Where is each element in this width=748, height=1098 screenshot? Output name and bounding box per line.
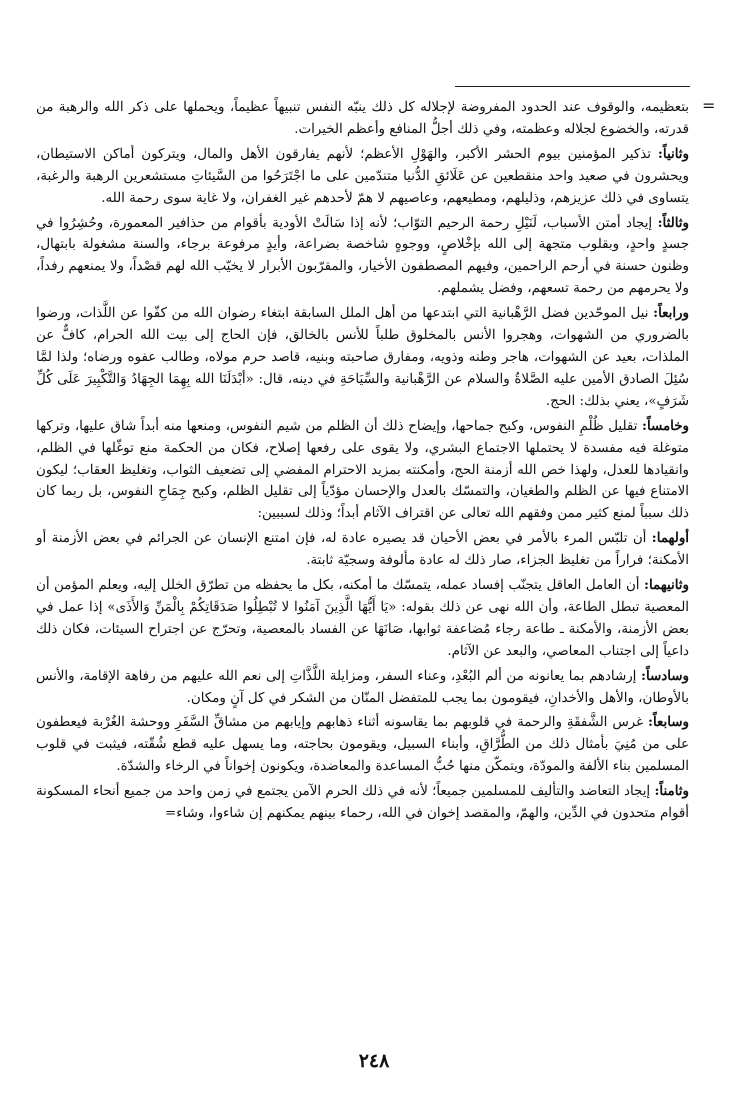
continuation-mark: =	[702, 96, 716, 115]
paragraph-label: ورابعاً:	[653, 305, 689, 322]
paragraph-2	[36, 144, 689, 210]
paragraph-label: وثانيهما:	[644, 577, 689, 594]
paragraph-label: أولهما:	[651, 530, 690, 547]
paragraph-5	[36, 416, 689, 526]
footnote-separator	[455, 86, 690, 87]
paragraph-label: وثانياً:	[657, 145, 689, 162]
paragraph-label: وثالثاً:	[657, 214, 689, 231]
paragraph-6	[36, 528, 689, 572]
paragraph-text: إرشادهم بما يعانونه من ألم البُعْدِ، وعناء السفر، ومزايلة اللَّذَّاتِ إلى نعم الله عليهم من رفاهة الإقامة، والأنس بالأوطان، والأهل والأخدانِ، فيقومون بما يجب للمتفضل المنّان من الشكر في كل آنٍ ومكان.	[36, 668, 689, 706]
paragraph-8	[36, 666, 689, 710]
paragraph-text: تذكير المؤمنين بيوم الحشر الأكبر، والهَوْلِ الأعظم؛ لأنهم يفارقون الأهل والمال، ويتركون أماكن الاستيطان، ويحشرون في صعيد واحد منقطعين عن عَلَائقِ الدُّنيا متندّمين على ما اجْتَرَحُوا من السَّيئاتِ مستشعرين الرهبة والرغبة، يتساوى في ذلك عزيزهم، وذليلهم، ومطيعهم، وعاصيهم لا همّ لأحدهم غير الغفران، ولا غاية سوى رحمة الله.	[36, 146, 689, 206]
paragraph-text: تقليل ظُلْمِ النفوس، وكبح جماحها، وإيضاح ذلك أن الظلم من شيم النفوس، ومنعها منه أبداً شاق عليها، وتركها متوغلة فيه مفسدة لا يحتملها الاجتماع البشري، ولا يقوى على رفعها إصلاح، فكان من الحكمة منع توغّلها في الظلم، وانقيادها للعدل، ولهذا خص الله أزمنة الحج، وأمكنته بمزيد الاحترام المفضي إلى تضعيف الثواب، وتغليظ العقاب؛ ليكون الامتناع فيها عن الظلم والطغيان، والتمسّك بالعدل والإحسان مؤدّياً إلى تقليل الظلم، وكبح جِمَاحِ النفوس، بل ربما كان ذلك سبباً لمنع كثير ممن وفقهم الله تعالى عن اقتراف الآثام أبداً؛ وذلك لسببين:	[36, 418, 689, 522]
paragraph-9	[36, 712, 689, 778]
paragraph-4	[36, 303, 689, 413]
paragraph-text: بتعظيمه، والوقوف عند الحدود المفروضة لإجلاله كل ذلك ينبّه النفس تنبيهاً عظيماً، ويحملها على ذكر الله والرهبة من قدرته، والخضوع لجلاله وعظمته، وفي ذلك أجلُّ المنافع وأعظم الخيرات.	[36, 100, 689, 137]
paragraph-3	[36, 213, 689, 301]
footnote-body	[36, 97, 689, 828]
paragraph-text: إيجاد التعاضد والتأليف للمسلمين جميعاً؛ لأنه في ذلك الحرم الآمن يجتمع في زمن واحد من جميع أنحاء المسكونة أقوام متحدون في الدِّين، والهمّ، والمقصد إخوان في الله، رحماء بينهم يمكنهم إن شاءوا، وشاء=	[36, 784, 689, 822]
paragraph-label: وسابعاً:	[648, 714, 689, 731]
paragraph-label: وثامناً:	[654, 783, 689, 800]
paragraph-label: وسادساً:	[641, 667, 689, 684]
page-number: ٢٤٨	[358, 1050, 390, 1072]
paragraph-text: نيل الموحّدين فضل الرَّهْبانية التي ابتدعها من أهل الملل السابقة ابتغاء رضوان الله من كفّوا عن اللَّذات، ورضوا بالضروري من الشهوات، وهجروا الأنس بالمخلوق طلباً للأنس بالخالق، فإن الحاج إلى بيت الله الحرام، كافٌّ عن الملذات، بعيد عن الشهوات، هاجر وطنه وذويه، ومفارق صاحبته وبنيه، قاصد حرم مولاه، وطالب عفوه ورضاه؛ ولذا لمَّا سُئِلَ الصادق الأمين عليه الصَّلاةُ والسلام عن الرَّهْبانية والسِّيَاحَةِ في دينه، قال: «أبْدَلَنَا الله بِهِمَا الجِهَادُ وَالتَّكْبِيرَ عَلَى كُلِّ شَرَفٍ»، يعني بذلك: الحج.	[36, 306, 689, 409]
paragraph-label: وخامساً:	[642, 417, 689, 434]
paragraph-text: إيجاد أمتن الأسباب، لَنَيْلِ رحمة الرحيم التوّاب؛ لأنه إذا سَالَتْ الأودية بأقوام من حذافير المعمورة، وحُشِرُوا في جسدٍ واحدٍ، وبقلوب متجهة إلى الله بإخْلاصٍ، ووجوهٍ شاخصة بضراعة، وأيدٍ مرفوعة برجاء، والسنة مشغولة بابتهال، وظنون حسنة في أرحم الراحمين، وفيهم المصطفون الأخيار، والمقرّبون الأبرار لا يخيّب الله لهم قصْداً، ولا يمنعهم رفداً، ولا يحرمهم من رحمة تسعهم، وفضل يشملهم.	[36, 215, 689, 297]
paragraph-text: غرس الشَّفقَةِ والرحمة في قلوبهم بما يقاسونه أثناء ذهابهم وإيابهم من مشاقِّ السَّفَرِ ووحشة الغُرْبة فيعطفون على من مُنِيَ بأمثال ذلك من الطُّرَّاقِ، وأبناء السبيل، ويقومون بحاجته، وما يسهل عليه قطع شُقّته، فيثبت في قلوب المسلمين بناء الألفة والمودّة، ويتمكّن منها حُبُّ المساعدة والمعاضدة، ويكونون إخواناً في الرخاء والشدّة.	[36, 715, 689, 775]
paragraph-text: أن العامل العاقل يتجنّب إفساد عمله، يتمسّك ما أمكنه، بكل ما يحفظه من تطرّق الخلل إليه، ويعلم المؤمن أن المعصية تبطل الطاعة، وأن الله نهى عن ذلك بقوله: «يَا أَيُّهَا الَّذِينَ آمَنُوا لا تُبْطِلُوا صَدَقَاتِكُمْ بِالْمَنِّ وَالأَذَى» إذا عمل في بعض الأزمنة، والأمكنة ـ طاعة رجاء مُضاعفة ثوابها، صَانَهَا عن الفساد بالمعصية، وتحرّج عن اجتراح السيئات، فكان ذلك داعياً إلى اجتناب المعاصي، والبعد عن الآثام.	[36, 578, 689, 659]
paragraph-text: أن تلبّس المرء بالأمر في بعض الأحيان قد يصيره عادة له، فإن امتنع الإنسان عن الجرائم في بعض الأزمنة أو الأمكنة؛ فراراً من تغليظ الجزاء، صار ذلك له عادة مألوفة وسجيّة ثابتة.	[36, 531, 689, 569]
paragraph-7	[36, 575, 689, 663]
paragraph-10	[36, 781, 689, 825]
paragraph-1	[36, 97, 689, 141]
